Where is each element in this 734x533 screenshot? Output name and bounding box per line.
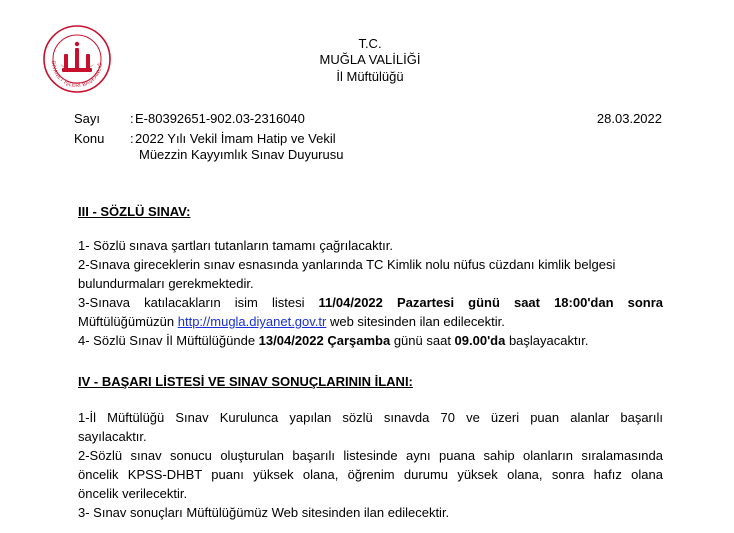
section-3-item-2-line-1: 2-Sınava gireceklerin sınav esnasında yanlarında TC Kimlik nolu nüfus cüzdanı kimlik belgesi bbox=[78, 257, 616, 272]
header-tc: T.C. bbox=[358, 36, 382, 51]
header-office: MUĞLA VALİLİĞİ bbox=[319, 52, 421, 67]
document-date: 28.03.2022 bbox=[596, 111, 662, 126]
konu-label: Konu bbox=[74, 131, 105, 146]
sayi-label: Sayı bbox=[74, 111, 101, 126]
item-3-text-d: web sitesinden ilan edilecektir. bbox=[326, 314, 505, 329]
header-department: İl Müftülüğü bbox=[336, 69, 404, 84]
section-3-item-3-line-1 bbox=[78, 293, 663, 312]
section-3-item-2-line-2: bulundurmaları gerekmektedir. bbox=[78, 276, 254, 291]
konu-line-1: 2022 Yılı Vekil İmam Hatip ve Vekil bbox=[135, 131, 336, 146]
section-3-heading: III - SÖZLÜ SINAV: bbox=[78, 204, 191, 219]
item-4-date: 13/04/2022 Çarşamba bbox=[258, 333, 391, 348]
diyanet-seal-icon bbox=[42, 24, 112, 94]
konu-line-2: Müezzin Kayyımlık Sınav Duyurusu bbox=[139, 147, 344, 162]
item-4-time: 09.00'da bbox=[454, 333, 506, 348]
section-4-item-2-line-2: öncelik KPSS-DHBT puanı yüksek olana, öğrenim durumu yüksek olana, sonra hafız olana bbox=[78, 467, 663, 482]
item-3-text-c: Müftülüğümüzün bbox=[78, 314, 178, 329]
section-3-item-4 bbox=[78, 331, 663, 350]
sayi-value: E-80392651-902.03-2316040 bbox=[135, 111, 305, 126]
section-4-item-1-line-2: sayılacaktır. bbox=[78, 429, 147, 444]
sayi-colon: : bbox=[130, 111, 134, 126]
item-3-date-time: 11/04/2022 Pazartesi günü saat 18:00'dan sonra bbox=[318, 295, 663, 310]
item-4-text-e: başlayacaktır. bbox=[505, 333, 589, 348]
section-4-item-2-line-3: öncelik verilecektir. bbox=[78, 486, 188, 501]
section-4-item-1-line-1: 1-İl Müftülüğü Sınav Kurulunca yapılan sözlü sınavda 70 ve üzeri puan alanlar başarılı bbox=[78, 410, 663, 425]
section-3-item-3-line-2 bbox=[78, 312, 663, 331]
section-4-heading: IV - BAŞARI LİSTESİ VE SINAV SONUÇLARININ İLANI: bbox=[78, 374, 413, 389]
item-4-text-a: 4- Sözlü Sınav İl Müftülüğünde bbox=[78, 333, 259, 348]
section-4-item-2-line-1: 2-Sözlü sınav sonucu oluşturulan başarılı listesinde aynı puana sahip olanların sıralamasında bbox=[78, 448, 663, 463]
section-3-item-1: 1- Sözlü sınava şartları tutanların tamamı çağrılacaktır. bbox=[78, 238, 394, 253]
website-link[interactable]: http://mugla.diyanet.gov.tr bbox=[177, 314, 327, 329]
section-4-item-3: 3- Sınav sonuçları Müftülüğümüz Web sitesinden ilan edilecektir. bbox=[78, 505, 450, 520]
item-3-text-a: 3-Sınava katılacakların isim listesi bbox=[78, 295, 319, 310]
item-4-text-c: günü saat bbox=[390, 333, 455, 348]
konu-colon: : bbox=[130, 131, 134, 146]
svg-text:DİYANET İŞLERİ BAŞKANLIĞI: DİYANET İŞLERİ BAŞKANLIĞ bbox=[49, 60, 105, 90]
